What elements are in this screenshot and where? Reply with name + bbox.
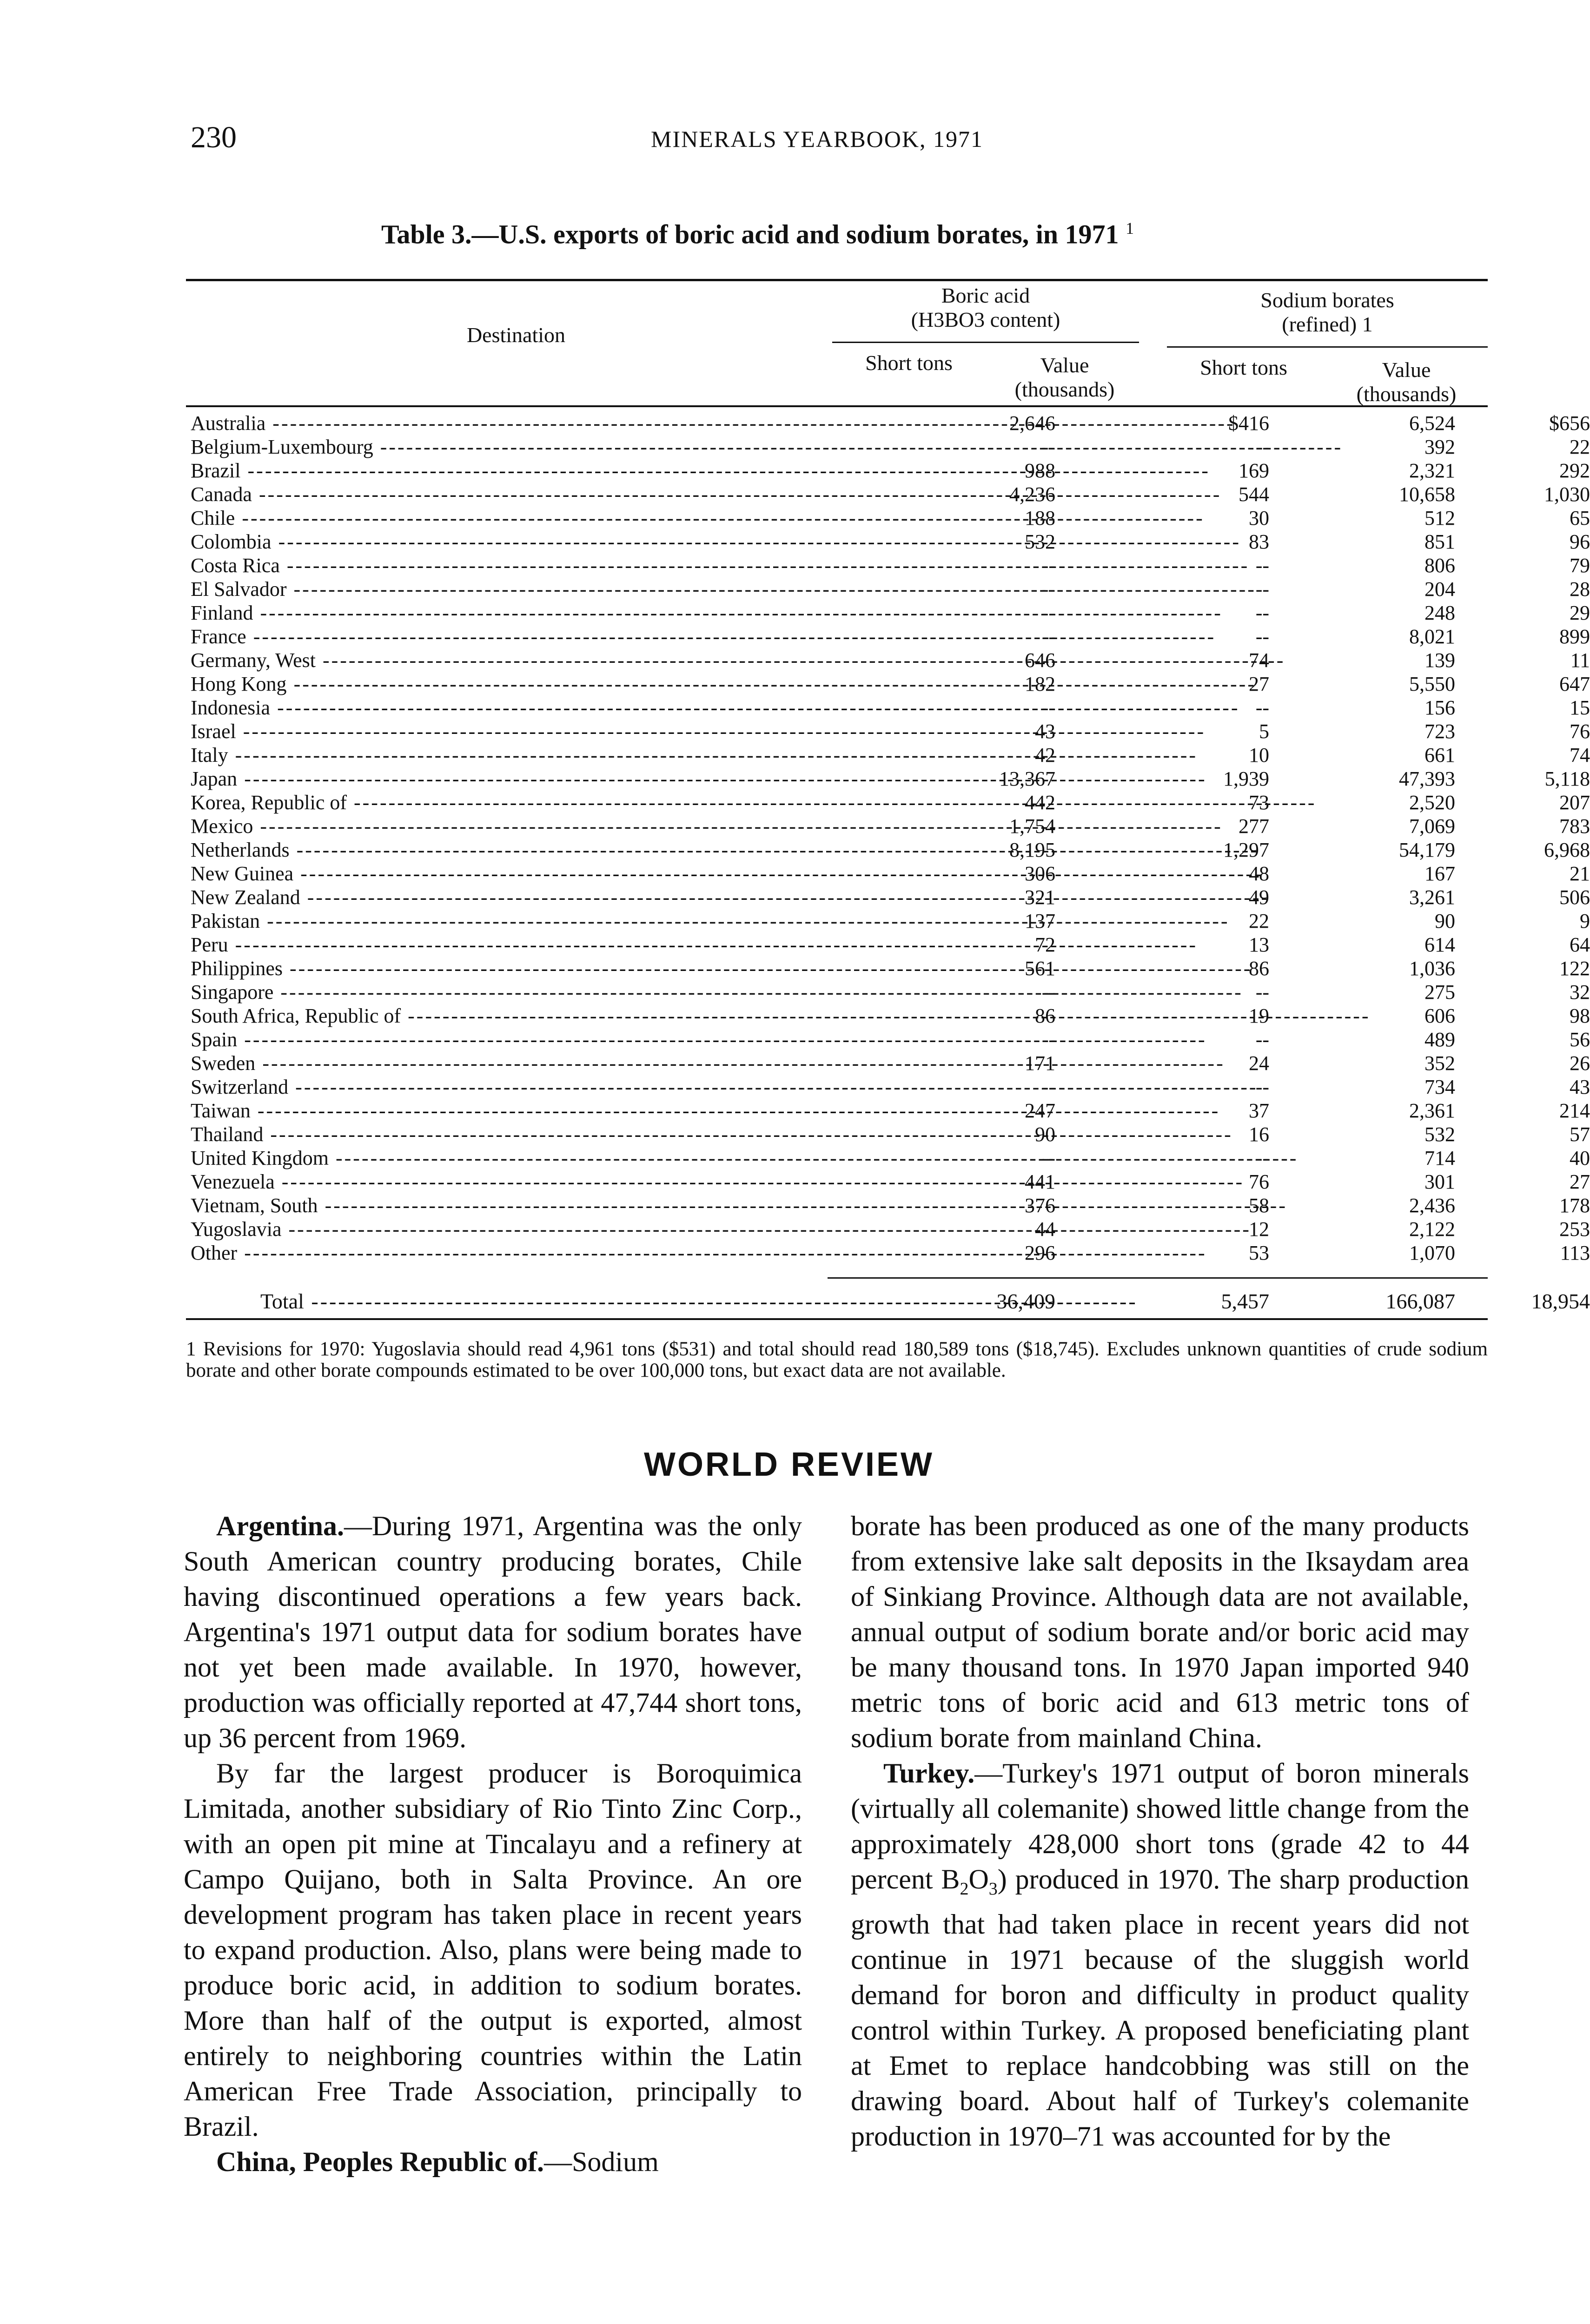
cell-sodium-value: 122 [1559, 957, 1590, 980]
header-boric-short-tons: Short tons [865, 351, 953, 375]
cell-boric-value: 22 [1249, 910, 1269, 932]
table-row [186, 1028, 1590, 1051]
cell-boric-value: 76 [1249, 1170, 1269, 1193]
cell-sodium-tons: 614 [1424, 933, 1455, 956]
text-china-1: —Sodium [544, 2146, 659, 2177]
header-sodium-value [1325, 358, 1488, 406]
header-boric-acid-sub: (H3BO3 content) [911, 308, 1060, 331]
boric-group-rule [832, 342, 1139, 343]
cell-boric-tons: -- [1041, 625, 1055, 648]
running-title: MINERALS YEARBOOK, 1971 [651, 126, 983, 152]
cell-sodium-value: 96 [1570, 530, 1590, 553]
table-row [186, 1099, 1590, 1122]
row-destination: Mexico ----- [191, 814, 841, 838]
table-row [186, 980, 1590, 1004]
cell-boric-tons: -- [1041, 554, 1055, 577]
cell-boric-tons: 296 [1025, 1241, 1055, 1264]
row-destination: Indonesia ----- [191, 696, 841, 720]
cell-boric-tons: -- [1041, 981, 1055, 1004]
cell-boric-tons: 441 [1025, 1170, 1055, 1193]
cell-boric-tons: 13,367 [999, 767, 1055, 790]
subscript-3: 3 [988, 1879, 998, 1899]
cell-sodium-tons: 714 [1424, 1147, 1455, 1169]
table-footnote: 1 Revisions for 1970: Yugoslavia should read 4,961 tons ($531) and total should read 180,589 tons ($18,745). Excludes unknown quantities of crude sodium borate and other borate compounds estimated to be over 100,000 tons, but exact data are not available. [186, 1338, 1488, 1381]
total-label: Total ----- [260, 1287, 837, 1315]
table-row [186, 554, 1590, 577]
cell-sodium-value: 79 [1570, 554, 1590, 577]
lead-china: China, Peoples Republic of. [216, 2146, 544, 2177]
table-body [186, 411, 1590, 1265]
table-row [186, 1241, 1590, 1265]
table-row [186, 720, 1590, 743]
cell-sodium-value: 783 [1559, 815, 1590, 838]
cell-boric-value: -- [1255, 436, 1269, 458]
cell-boric-value: 27 [1249, 673, 1269, 695]
text-turkey-b: O [968, 1864, 989, 1895]
header-sodium-borates-label: Sodium borates [1260, 288, 1394, 312]
row-destination: Sweden ----- [191, 1051, 841, 1075]
table-row [186, 506, 1590, 530]
cell-boric-value: 544 [1239, 483, 1269, 506]
table-row [186, 1170, 1590, 1194]
row-destination: New Guinea ----- [191, 862, 841, 885]
cell-sodium-tons: 3,261 [1409, 886, 1455, 909]
cell-boric-tons: 321 [1025, 886, 1055, 909]
header-boric-acid-label: Boric acid [941, 284, 1030, 307]
total-sodium-value: 18,954 [1531, 1289, 1590, 1313]
cell-boric-tons: 247 [1025, 1099, 1055, 1122]
cell-boric-value: 53 [1249, 1241, 1269, 1264]
cell-boric-value: 19 [1249, 1004, 1269, 1027]
table-row [186, 838, 1590, 862]
cell-sodium-tons: 734 [1424, 1076, 1455, 1098]
table-row [186, 767, 1590, 791]
cell-sodium-value: 56 [1570, 1028, 1590, 1051]
paragraph-turkey [851, 1756, 1469, 2154]
cell-boric-value: 277 [1239, 815, 1269, 838]
subscript-2: 2 [960, 1879, 969, 1899]
table-row [186, 957, 1590, 980]
table-row [186, 862, 1590, 885]
row-destination: Korea, Republic of ----- [191, 791, 841, 814]
cell-boric-tons: 376 [1025, 1194, 1055, 1217]
cell-sodium-value: 207 [1559, 791, 1590, 814]
cell-sodium-value: 98 [1570, 1004, 1590, 1027]
cell-boric-value: 169 [1239, 459, 1269, 482]
cell-sodium-value: 214 [1559, 1099, 1590, 1122]
table-row [186, 933, 1590, 957]
cell-boric-value: 86 [1249, 957, 1269, 980]
table-row [186, 743, 1590, 767]
cell-sodium-tons: 5,550 [1409, 673, 1455, 695]
cell-sodium-value: 506 [1559, 886, 1590, 909]
lead-turkey: Turkey. [883, 1758, 975, 1789]
cell-boric-tons: -- [1041, 1147, 1055, 1169]
row-destination: Venezuela ----- [191, 1170, 841, 1194]
cell-sodium-tons: 2,122 [1409, 1218, 1455, 1241]
table-row [186, 530, 1590, 554]
cell-sodium-value: 113 [1560, 1241, 1590, 1264]
total-boric-tons: 36,409 [996, 1289, 1055, 1313]
table-row [186, 1051, 1590, 1075]
cell-sodium-tons: 6,524 [1409, 412, 1455, 435]
table-row [186, 1194, 1590, 1217]
cell-boric-value: 13 [1249, 933, 1269, 956]
table-row [186, 601, 1590, 625]
cell-sodium-tons: 8,021 [1409, 625, 1455, 648]
table-row [186, 885, 1590, 909]
paragraph-china [184, 2144, 802, 2179]
row-destination: Thailand ----- [191, 1122, 841, 1146]
cell-sodium-value: 899 [1559, 625, 1590, 648]
header-sodium-short-tons: Short tons [1200, 356, 1287, 379]
row-destination: Vietnam, South ----- [191, 1194, 841, 1217]
table-row [186, 1075, 1590, 1099]
cell-sodium-value: 40 [1570, 1147, 1590, 1169]
cell-sodium-value: 74 [1570, 744, 1590, 766]
cell-boric-tons: 4,236 [1009, 483, 1055, 506]
paragraph-argentina-1 [184, 1508, 802, 1756]
cell-sodium-value: 647 [1559, 673, 1590, 695]
cell-sodium-value: 57 [1570, 1123, 1590, 1146]
cell-sodium-value: 64 [1570, 933, 1590, 956]
cell-sodium-tons: 851 [1424, 530, 1455, 553]
paragraph-china-continued: borate has been produced as one of the many products from extensive lake salt deposits in the Iksaydam area of Sinkiang Province. Although data are not available, annual output of sodium borate and/or boric acid may be many thousand tons. In 1970 Japan imported 940 metric tons of boric acid and 613 metric tons of sodium borate from mainland China. [851, 1511, 1469, 1753]
cell-boric-tons: 188 [1025, 507, 1055, 529]
cell-boric-tons: -- [1041, 436, 1055, 458]
row-destination: El Salvador ----- [191, 577, 841, 601]
header-sodium-borates [1167, 288, 1488, 337]
cell-sodium-value: 5,118 [1544, 767, 1590, 790]
table-row [186, 577, 1590, 601]
cell-boric-value: 1,297 [1223, 838, 1269, 861]
cell-sodium-tons: 1,070 [1409, 1241, 1455, 1264]
cell-boric-value: 73 [1249, 791, 1269, 814]
cell-sodium-tons: 723 [1424, 720, 1455, 743]
row-destination: Japan ----- [191, 767, 841, 791]
cell-boric-tons: 43 [1035, 720, 1055, 743]
cell-sodium-tons: 7,069 [1409, 815, 1455, 838]
cell-boric-value: -- [1255, 981, 1269, 1004]
table-row [186, 648, 1590, 672]
row-destination: Israel ----- [191, 720, 841, 743]
lead-argentina: Argentina. [216, 1511, 344, 1541]
header-sodium-value-units: (thousands) [1356, 382, 1457, 406]
cell-sodium-tons: 156 [1424, 696, 1455, 719]
table-row [186, 1217, 1590, 1241]
row-destination: Canada ----- [191, 482, 841, 506]
paragraph-argentina-2: By far the largest producer is Boroquimica Limitada, another subsidiary of Rio Tinto Zinc Corp., with an open pit mine at Tincalayu and a refinery at Campo Quijano, both in Salta Province. An ore development program has taken place in recent years to expand production. Also, plans were being made to produce boric acid, in addition to sodium borates. More than half of the output is exported, almost entirely to neighboring countries within the Latin American Free Trade Association, principally to Brazil. [184, 1758, 802, 2142]
right-column [851, 1508, 1469, 2154]
cell-sodium-tons: 167 [1424, 862, 1455, 885]
cell-boric-tons: 561 [1025, 957, 1055, 980]
row-destination: Taiwan ----- [191, 1099, 841, 1122]
table-bottom-rule [186, 1318, 1488, 1320]
cell-sodium-tons: 139 [1424, 649, 1455, 672]
table-title-footnote-mark: 1 [1126, 219, 1134, 238]
cell-sodium-tons: 392 [1424, 436, 1455, 458]
table-row [186, 625, 1590, 648]
cell-sodium-value: 76 [1570, 720, 1590, 743]
row-destination: Yugoslavia ----- [191, 1217, 841, 1241]
table-row [186, 1004, 1590, 1028]
cell-sodium-tons: 90 [1435, 910, 1455, 932]
cell-sodium-value: 28 [1570, 578, 1590, 601]
table-row [186, 435, 1590, 459]
cell-sodium-tons: 204 [1424, 578, 1455, 601]
cell-boric-value: 74 [1249, 649, 1269, 672]
row-destination: Netherlands ----- [191, 838, 841, 862]
row-destination: Chile ----- [191, 506, 841, 530]
cell-sodium-value: 27 [1570, 1170, 1590, 1193]
row-destination: Other ----- [191, 1241, 841, 1265]
cell-sodium-tons: 301 [1424, 1170, 1455, 1193]
header-sodium-borates-sub: (refined) 1 [1282, 312, 1373, 336]
cell-sodium-value: 9 [1580, 910, 1590, 932]
cell-boric-value: 48 [1249, 862, 1269, 885]
header-boric-acid [832, 284, 1139, 332]
cell-sodium-value: 29 [1570, 601, 1590, 624]
row-destination: Switzerland ----- [191, 1075, 841, 1099]
left-column [184, 1508, 802, 2179]
row-destination: Belgium-Luxembourg ----- [191, 435, 841, 459]
cell-sodium-tons: 10,658 [1399, 483, 1455, 506]
cell-boric-value: -- [1255, 1147, 1269, 1169]
sodium-group-rule [1167, 346, 1488, 348]
table-row [186, 791, 1590, 814]
text-argentina-1: —During 1971, Argentina was the only South American country producing borates, Chile having discontinued operations a few years back. Argentina's 1971 output data for sodium borates have not yet been made available. In 1970, however, production was officially reported at 47,744 short tons, up 36 percent from 1969. [184, 1511, 802, 1753]
cell-sodium-tons: 352 [1424, 1052, 1455, 1075]
row-destination: Peru ----- [191, 933, 841, 957]
page-number: 230 [191, 120, 237, 154]
table-title [381, 218, 1134, 250]
header-boric-value-label: Value [1040, 353, 1089, 377]
cell-sodium-value: 1,030 [1544, 483, 1590, 506]
table-total-row [186, 1287, 1590, 1315]
cell-boric-tons: 306 [1025, 862, 1055, 885]
cell-boric-tons: -- [1041, 1028, 1055, 1051]
cell-sodium-tons: 806 [1424, 554, 1455, 577]
text-turkey-a: —Turkey's 1971 output of boron minerals (virtually all colemanite) showed little change from the approximately 428,000 short tons (grade 42 to 44 percent B [851, 1758, 1469, 1895]
cell-boric-value: 5 [1259, 720, 1269, 743]
cell-boric-tons: 171 [1025, 1052, 1055, 1075]
row-destination: Australia ----- [191, 411, 841, 435]
cell-boric-tons: 44 [1035, 1218, 1055, 1241]
table-row [186, 1146, 1590, 1170]
cell-sodium-tons: 2,321 [1409, 459, 1455, 482]
cell-boric-tons: 72 [1035, 933, 1055, 956]
cell-sodium-tons: 1,036 [1409, 957, 1455, 980]
table-row [186, 672, 1590, 696]
total-sodium-tons: 166,087 [1385, 1289, 1455, 1313]
row-destination: France ----- [191, 625, 841, 648]
table-title-text: Table 3.—U.S. exports of boric acid and sodium borates, in 1971 [381, 219, 1119, 250]
cell-sodium-tons: 2,436 [1409, 1194, 1455, 1217]
cell-sodium-tons: 489 [1424, 1028, 1455, 1051]
cell-boric-tons: 90 [1035, 1123, 1055, 1146]
cell-boric-value: 49 [1249, 886, 1269, 909]
cell-sodium-value: 15 [1570, 696, 1590, 719]
cell-boric-tons: -- [1041, 578, 1055, 601]
cell-sodium-value: 65 [1570, 507, 1590, 529]
cell-boric-value: 1,939 [1223, 767, 1269, 790]
cell-boric-value: -- [1255, 578, 1269, 601]
cell-sodium-tons: 47,393 [1399, 767, 1455, 790]
row-destination: Spain ----- [191, 1028, 841, 1051]
cell-sodium-value: 11 [1570, 649, 1590, 672]
cell-sodium-tons: 532 [1424, 1123, 1455, 1146]
cell-boric-tons: 2,646 [1009, 412, 1055, 435]
cell-sodium-value: $656 [1549, 412, 1590, 435]
cell-sodium-value: 253 [1559, 1218, 1590, 1241]
table-row [186, 814, 1590, 838]
cell-boric-tons: 137 [1025, 910, 1055, 932]
table-top-rule [186, 279, 1488, 281]
cell-boric-value: 37 [1249, 1099, 1269, 1122]
cell-sodium-value: 178 [1559, 1194, 1590, 1217]
cell-boric-tons: 646 [1025, 649, 1055, 672]
cell-boric-tons: 532 [1025, 530, 1055, 553]
cell-boric-tons: -- [1041, 601, 1055, 624]
row-destination: Brazil ----- [191, 459, 841, 482]
cell-boric-tons: 182 [1025, 673, 1055, 695]
cell-sodium-tons: 661 [1424, 744, 1455, 766]
cell-boric-tons: 86 [1035, 1004, 1055, 1027]
cell-boric-value: 12 [1249, 1218, 1269, 1241]
header-bottom-rule [186, 405, 1488, 407]
cell-sodium-tons: 248 [1424, 601, 1455, 624]
table-row [186, 459, 1590, 482]
cell-boric-value: $416 [1228, 412, 1269, 435]
row-destination: Italy ----- [191, 743, 841, 767]
total-rule [828, 1277, 1488, 1279]
table-row [186, 909, 1590, 933]
cell-sodium-tons: 275 [1424, 981, 1455, 1004]
row-destination: South Africa, Republic of ----- [191, 1004, 841, 1028]
cell-boric-value: 16 [1249, 1123, 1269, 1146]
cell-boric-value: 83 [1249, 530, 1269, 553]
cell-boric-value: -- [1255, 1076, 1269, 1098]
cell-boric-tons: 8,195 [1009, 838, 1055, 861]
cell-sodium-value: 26 [1570, 1052, 1590, 1075]
row-destination: Colombia ----- [191, 530, 841, 554]
row-destination: Germany, West ----- [191, 648, 841, 672]
cell-sodium-value: 292 [1559, 459, 1590, 482]
cell-boric-tons: 988 [1025, 459, 1055, 482]
row-destination: Costa Rica ----- [191, 554, 841, 577]
cell-sodium-tons: 2,520 [1409, 791, 1455, 814]
header-boric-value [990, 353, 1139, 402]
cell-sodium-value: 32 [1570, 981, 1590, 1004]
cell-sodium-tons: 606 [1424, 1004, 1455, 1027]
row-destination: Philippines ----- [191, 957, 841, 980]
row-destination: Hong Kong ----- [191, 672, 841, 696]
cell-boric-value: -- [1255, 601, 1269, 624]
row-destination: Pakistan ----- [191, 909, 841, 933]
header-sodium-value-label: Value [1382, 358, 1431, 382]
cell-sodium-value: 22 [1570, 436, 1590, 458]
cell-sodium-tons: 54,179 [1399, 838, 1455, 861]
cell-boric-value: -- [1255, 1028, 1269, 1051]
cell-sodium-tons: 512 [1424, 507, 1455, 529]
cell-boric-tons: 42 [1035, 744, 1055, 766]
header-destination: Destination [466, 323, 566, 347]
row-destination: Singapore ----- [191, 980, 841, 1004]
cell-sodium-value: 43 [1570, 1076, 1590, 1098]
total-boric-value: 5,457 [1221, 1289, 1269, 1313]
cell-boric-value: 24 [1249, 1052, 1269, 1075]
table-row [186, 1122, 1590, 1146]
cell-boric-value: 10 [1249, 744, 1269, 766]
row-destination: United Kingdom ----- [191, 1146, 841, 1170]
cell-boric-tons: 1,754 [1009, 815, 1055, 838]
section-title: WORLD REVIEW [644, 1446, 934, 1483]
header-boric-value-units: (thousands) [1014, 377, 1115, 401]
table-row [186, 696, 1590, 720]
cell-boric-value: -- [1255, 554, 1269, 577]
text-turkey-c: ) produced in 1970. The sharp production growth that had taken place in recent years did not continue in 1971 because of the sluggish world demand for boron and difficulty in product quality control within Turkey. A proposed beneficiating plant at Emet to replace handcobbing was still on the drawing board. About half of Turkey's colemanite production in 1970–71 was accounted for by the [851, 1864, 1469, 2152]
cell-boric-value: 30 [1249, 507, 1269, 529]
cell-sodium-value: 6,968 [1544, 838, 1590, 861]
cell-sodium-value: 21 [1570, 862, 1590, 885]
cell-boric-value: -- [1255, 625, 1269, 648]
cell-boric-tons: 442 [1025, 791, 1055, 814]
table-row [186, 411, 1590, 435]
row-destination: New Zealand ----- [191, 885, 841, 909]
row-destination: Finland ----- [191, 601, 841, 625]
cell-boric-value: 58 [1249, 1194, 1269, 1217]
cell-boric-value: -- [1255, 696, 1269, 719]
cell-boric-tons: -- [1041, 696, 1055, 719]
cell-sodium-tons: 2,361 [1409, 1099, 1455, 1122]
table-row [186, 482, 1590, 506]
cell-boric-tons: -- [1041, 1076, 1055, 1098]
